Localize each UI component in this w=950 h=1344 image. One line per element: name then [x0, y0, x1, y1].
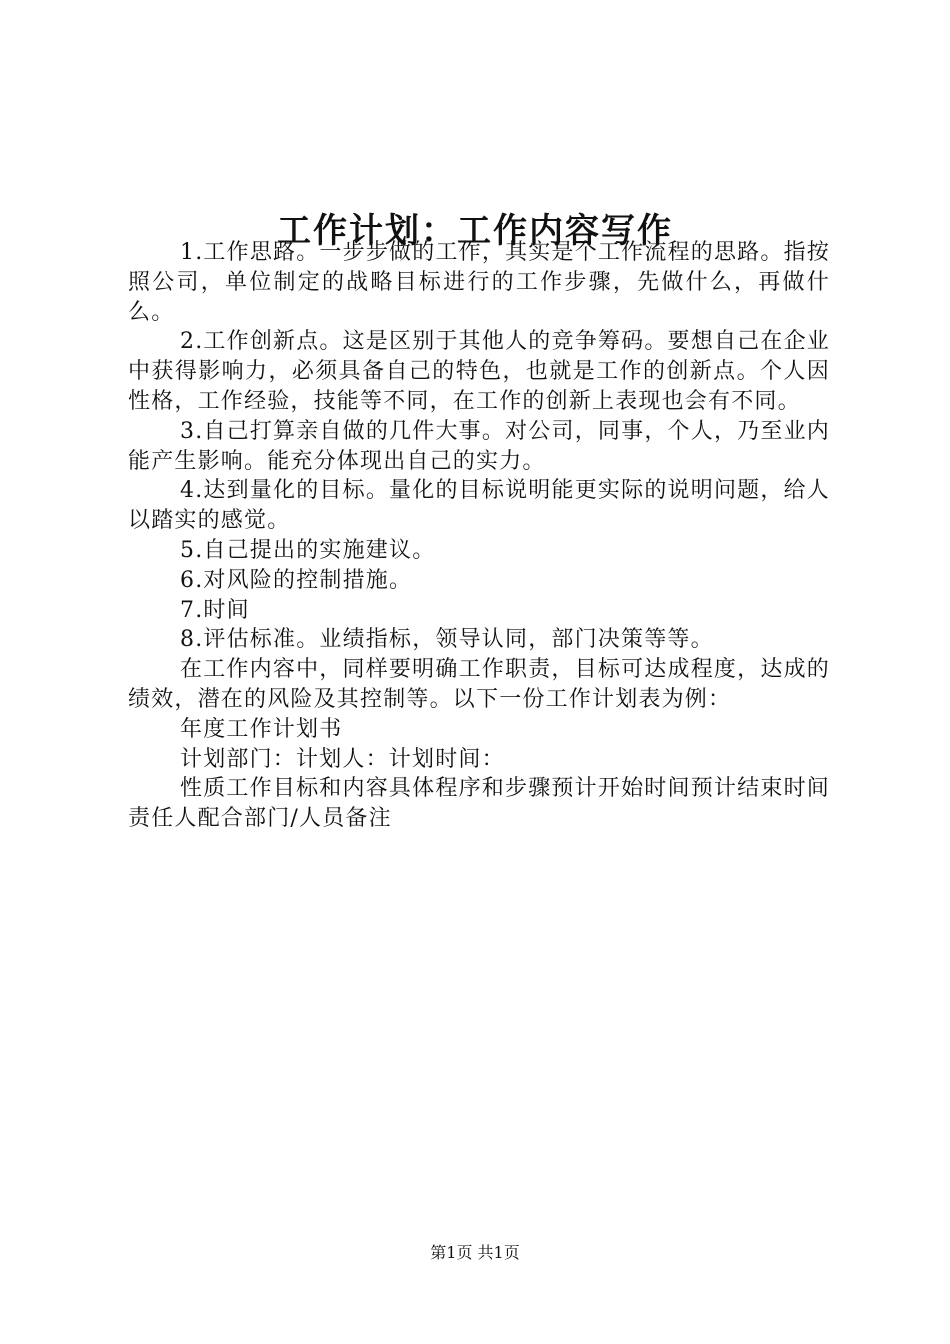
page-footer: 第1页 共1页: [430, 1243, 520, 1262]
paragraph-plan-book-title: 年度工作计划书: [180, 716, 343, 742]
paragraph-quantified-goals: 4.达到量化的目标。量化的目标说明能更实际的说明问题，给人以踏实的感觉。: [128, 478, 830, 534]
paragraph-content-summary: 在工作内容中，同样要明确工作职责，目标可达成程度，达成的绩效，潜在的风险及其控制等。以下一份工作计划表为例：: [128, 657, 830, 712]
paragraph-suggestions: 5.自己提出的实施建议。: [180, 537, 436, 563]
paragraph-time: 7.时间: [180, 597, 250, 623]
document-body: [128, 238, 830, 834]
paragraph-plan-meta: 计划部门：计划人：计划时间：: [180, 746, 505, 772]
paragraph-table-headers: 性质工作目标和内容具体程序和步骤预计开始时间预计结束时间责任人配合部门/人员备注: [128, 776, 830, 832]
paragraph-major-tasks: 3.自己打算亲自做的几件大事。对公司，同事，个人，乃至业内能产生影响。能充分体现出自己的实力。: [128, 418, 830, 474]
paragraph-evaluation: 8.评估标准。业绩指标，领导认同，部门决策等等。: [180, 627, 714, 653]
paragraph-innovation: 2.工作创新点。这是区别于其他人的竞争筹码。要想自己在企业中获得影响力，必须具备自己的特色，也就是工作的创新点。个人因性格，工作经验，技能等不同，在工作的创新上表现也会有不同。: [128, 329, 830, 414]
paragraph-risk-control: 6.对风险的控制措施。: [180, 567, 413, 593]
paragraph-work-approach: 1.工作思路。一步步做的工作，其实是个工作流程的思路。指按照公司，单位制定的战略目标进行的工作步骤，先做什么，再做什么。: [128, 240, 830, 325]
page-title: 工作计划：工作内容写作: [277, 210, 673, 251]
